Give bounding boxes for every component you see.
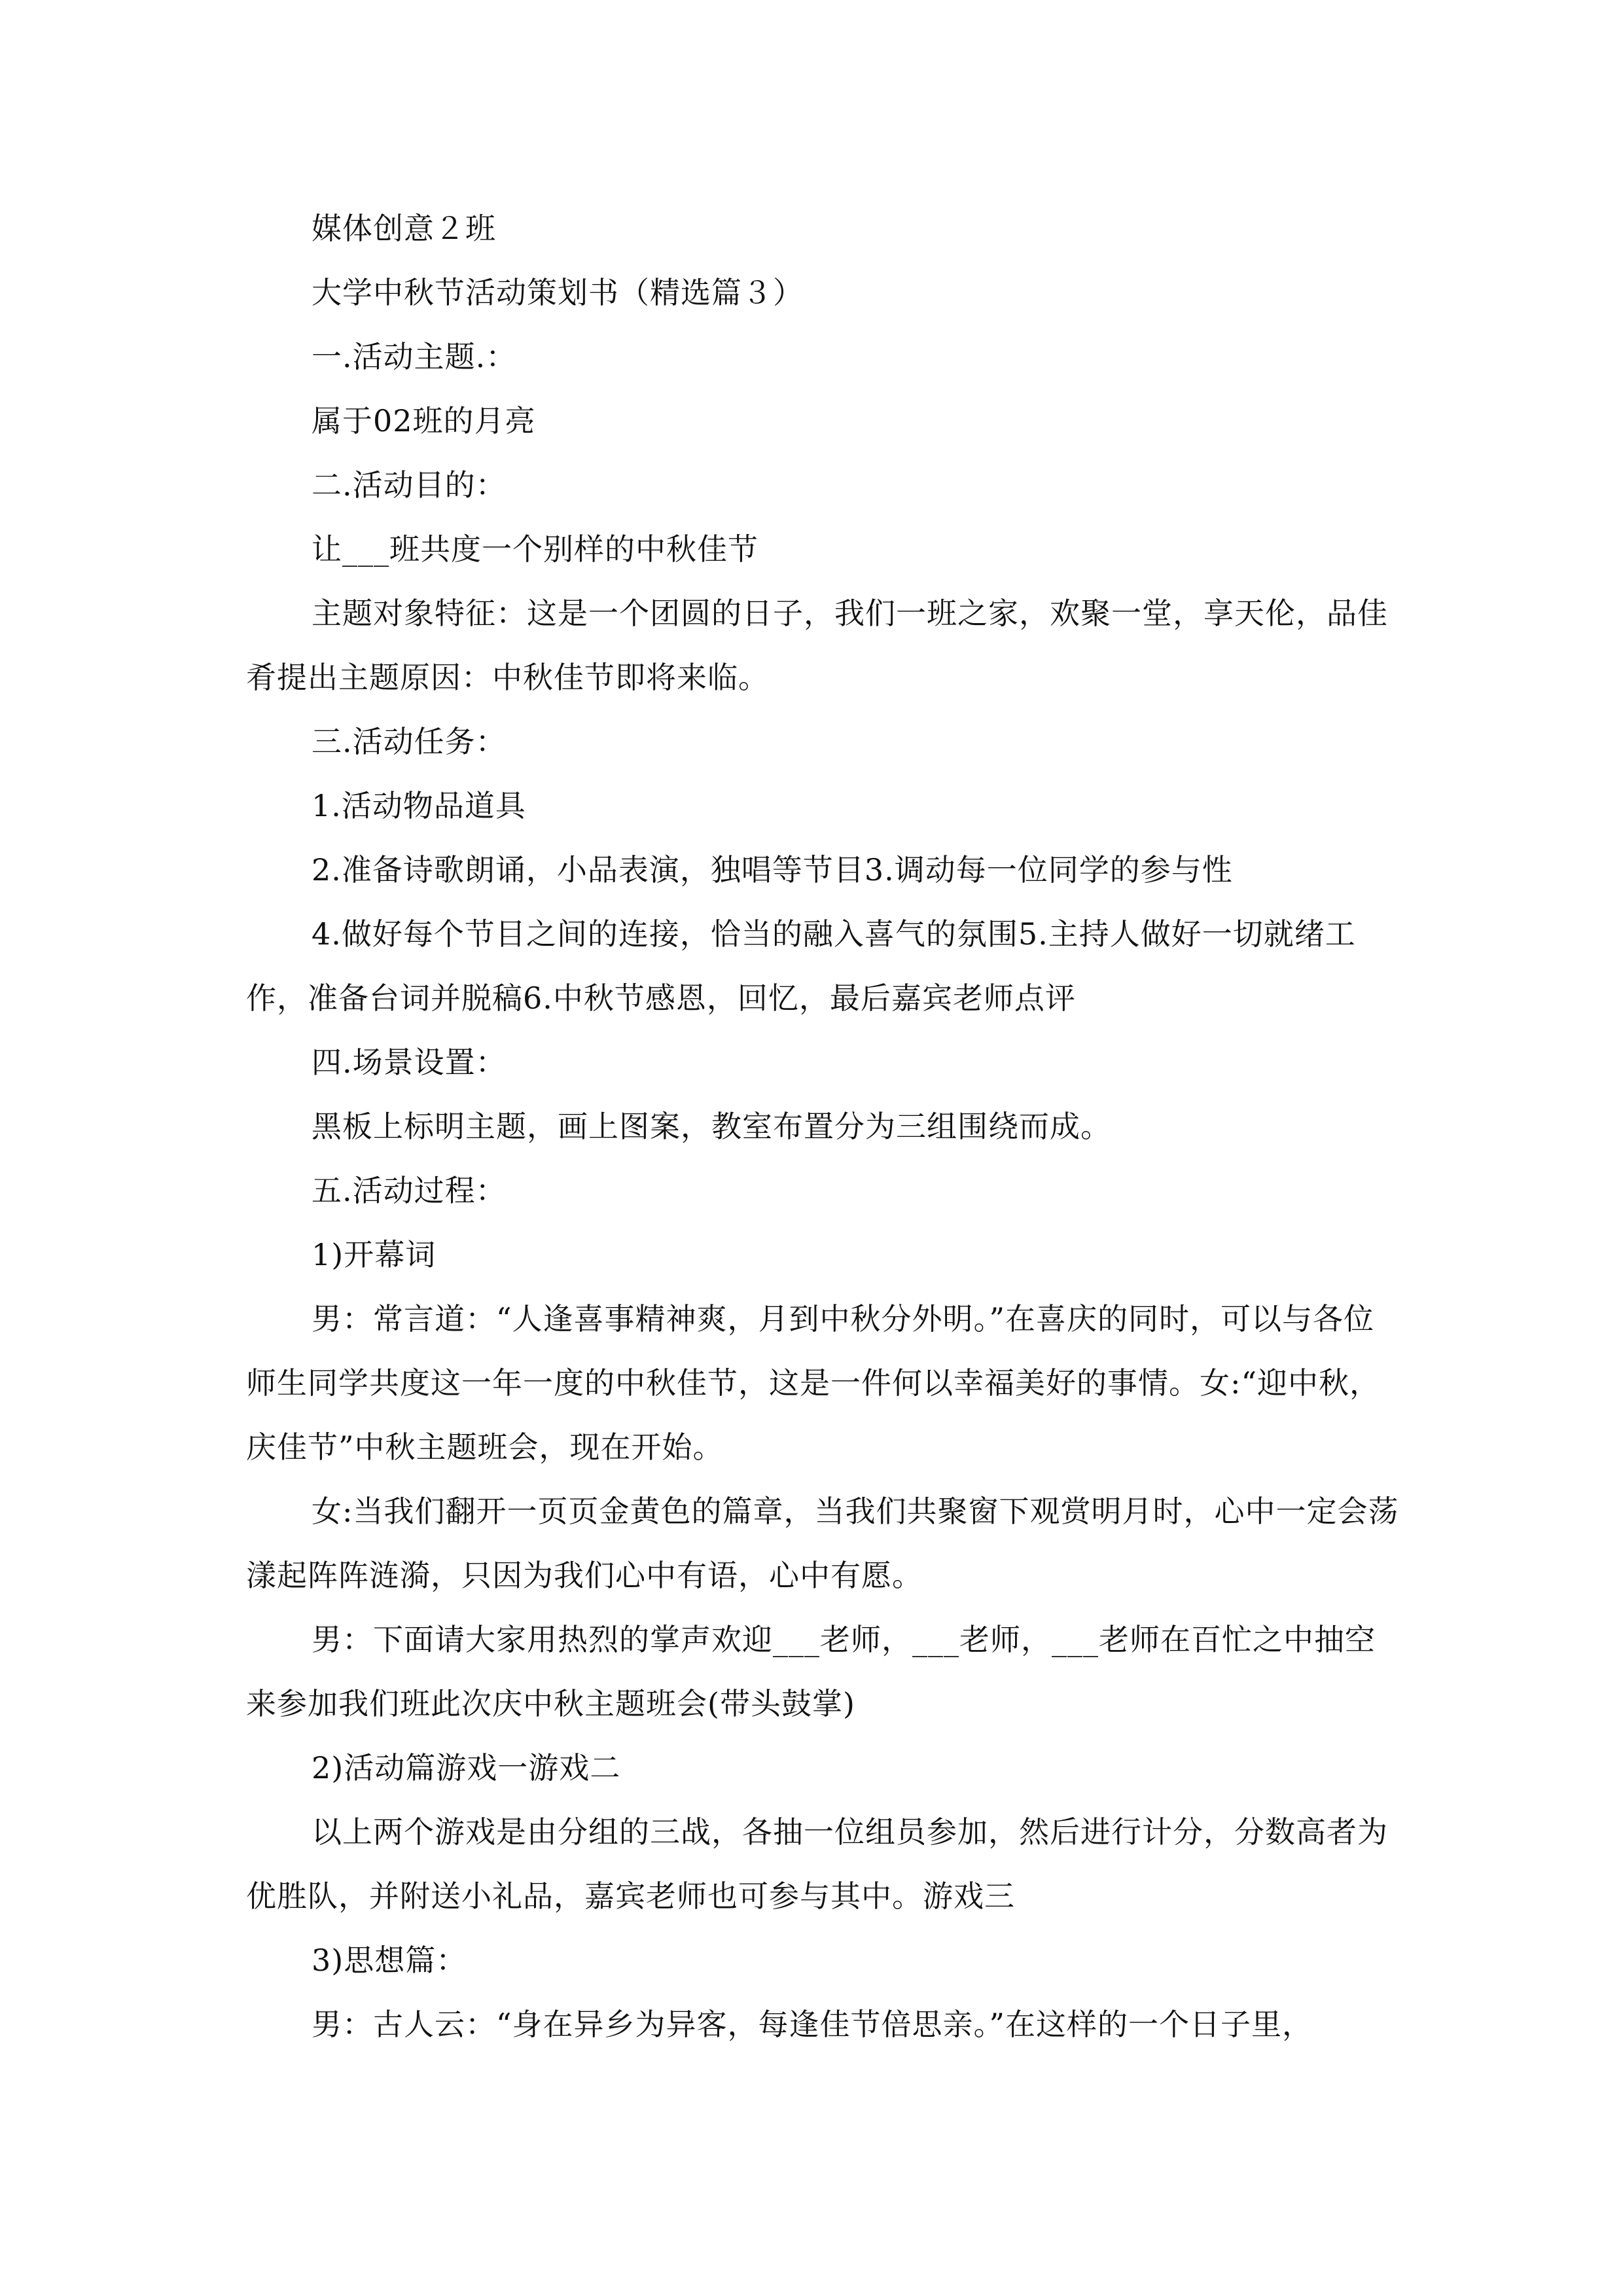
- task-item-1: 1.活动物品道具: [312, 788, 526, 823]
- setting-text: 黑板上标明主题，画上图案，教室布置分为三组围绕而成。: [312, 1109, 1111, 1144]
- task-item-4: 4.做好每个节目之间的连接，恰当的融入喜气的氛围5.主持人做好一切就绪工作，准备台词并脱稿6.中秋节感恩，回忆，最后嘉宾老师点评: [246, 916, 1356, 1016]
- theme-text: 属于02班的月亮: [312, 403, 536, 439]
- welcome-teachers-paragraph: 男：下面请大家用热烈的掌声欢迎___老师，___老师，___老师在百忙之中抽空来参加我们班此次庆中秋主题班会(带头鼓掌): [246, 1622, 1376, 1721]
- process-step-games: 2)活动篇游戏一游戏二: [312, 1750, 621, 1785]
- theme-features-paragraph: 主题对象特征：这是一个团圆的日子，我们一班之家，欢聚一堂，享天伦，品佳肴提出主题原因：中秋佳节即将来临。: [246, 596, 1388, 695]
- process-step-opening: 1)开幕词: [312, 1237, 437, 1272]
- section-heading-setting: 四.场景设置：: [312, 1045, 507, 1080]
- document-body: [246, 196, 1399, 2056]
- games-description-paragraph: 以上两个游戏是由分组的三战，各抽一位组员参加，然后进行计分，分数高者为优胜队，并附送小礼品，嘉宾老师也可参与其中。游戏三: [246, 1814, 1388, 1914]
- section-heading-tasks: 三.活动任务：: [312, 724, 507, 759]
- task-item-2: 2.准备诗歌朗诵，小品表演，独唱等节目3.调动每一位同学的参与性: [312, 852, 1233, 888]
- class-name-line: 媒体创意２班: [312, 211, 496, 246]
- opening-male-paragraph: 男：常言道：“人逢喜事精神爽，月到中秋分外明。”在喜庆的同时，可以与各位师生同学共度这一年一度的中秋佳节，这是一件何以幸福美好的事情。女:“迎中秋，庆佳节”中秋主题班会，现在开始。: [246, 1301, 1381, 1465]
- opening-female-paragraph: 女:当我们翻开一页页金黄色的篇章，当我们共聚窗下观赏明月时，心中一定会荡漾起阵阵涟漪，只因为我们心中有语，心中有愿。: [246, 1494, 1399, 1593]
- thoughts-male-paragraph: 男：古人云：“身在异乡为异客，每逢佳节倍思亲。”在这样的一个日子里，: [312, 2007, 1313, 2042]
- purpose-text: 让___班共度一个别样的中秋佳节: [312, 531, 758, 567]
- process-step-thoughts: 3)思想篇：: [312, 1943, 467, 1978]
- document-title: 大学中秋节活动策划书（精选篇３）: [312, 275, 804, 310]
- section-heading-process: 五.活动过程：: [312, 1173, 507, 1208]
- section-heading-theme: 一.活动主题.：: [312, 339, 517, 374]
- section-heading-purpose: 二.活动目的：: [312, 467, 507, 503]
